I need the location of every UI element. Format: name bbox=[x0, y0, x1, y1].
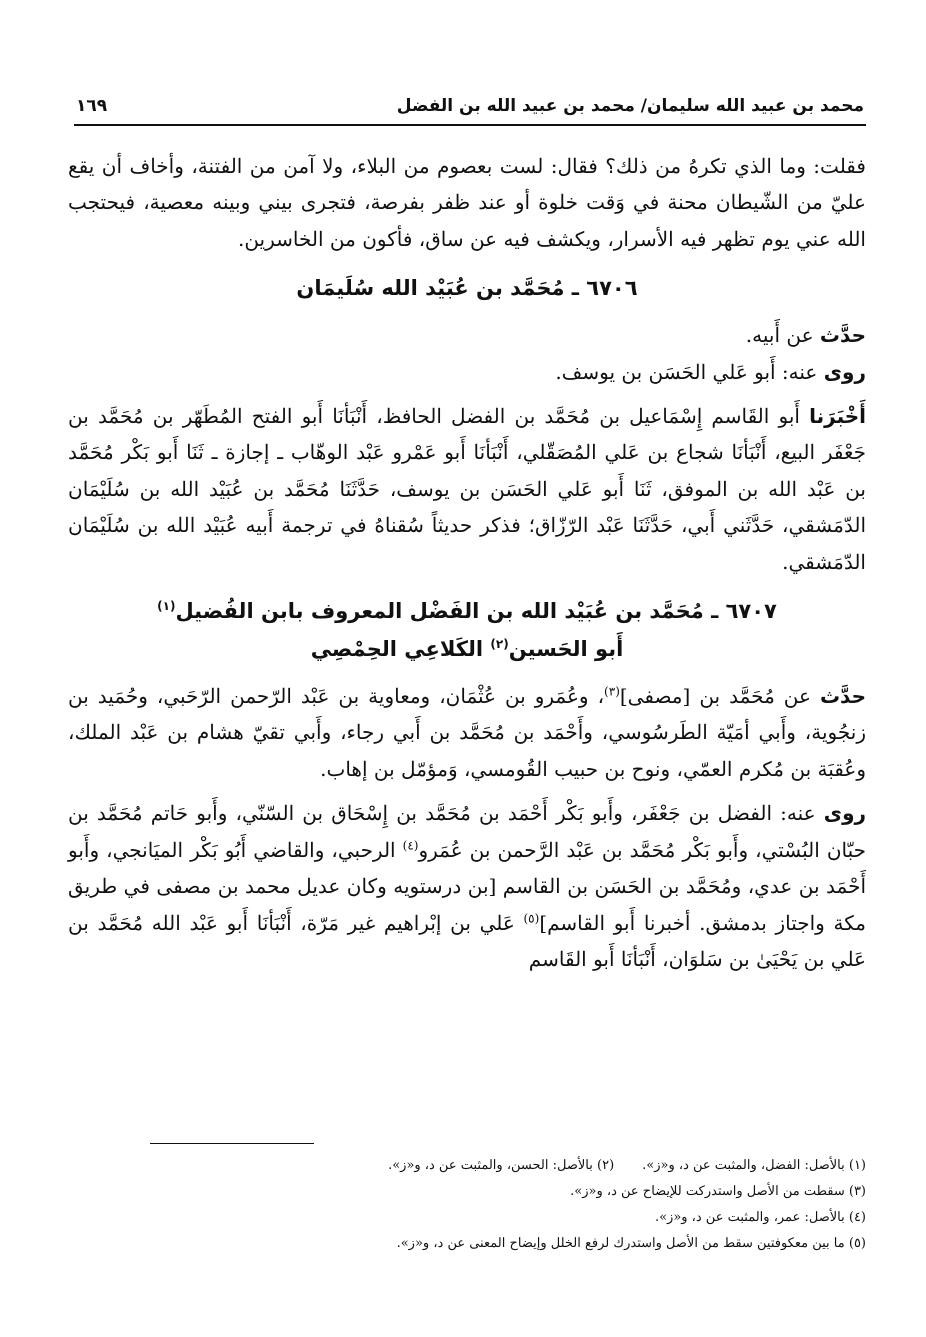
rawa-keyword: روى bbox=[823, 359, 866, 384]
rawa-keyword: روى bbox=[823, 801, 867, 826]
haddath-keyword: حدَّث bbox=[819, 323, 866, 348]
footnote-3: (٣) سقطت من الأصل واستدركت للإيضاح عن د، و«ز». bbox=[570, 1184, 866, 1199]
footnote-ref-1: (١) bbox=[157, 599, 176, 614]
entry-6706-haddath bbox=[68, 317, 866, 353]
main-text bbox=[68, 148, 866, 977]
footnote-2: (٢) بالأصل: الحسن، والمثبت عن د، و«ز». bbox=[388, 1158, 615, 1173]
entry-6707-title-line2: أَبو الحَسين$^{(٢)}$ الكَلاعِي الحِمْصِي bbox=[310, 637, 624, 662]
entry-6707-haddath: حدَّث عن مُحَمَّد بن [مصفى]$^{(٣)}$، وعُمَرو بن عُثْمَان، ومعاوية بن عَبْد الرّحمن الرّحَبي، وحُمَيد بن زنجُوية، وأَبي أمَيّة الطَرسُوسي، وأَحْمَد بن مُحَمَّد بن أَبي رجاء، وأَبي تقيّ هشام بن عَبْد الملك، وعُقبَة بن مُكرم العمّي، ونوح بن حبيب القُومسي، وَمؤمّل بن إهاب. bbox=[68, 684, 867, 781]
entry-6707-title-line1: ٦٧٠٧ ـ مُحَمَّد بن عُبَيْد الله بن الفَضْل المعروف بابن الفُضيل$^{(١)}$ bbox=[157, 599, 777, 624]
entry-6706-rawa bbox=[68, 354, 866, 390]
header-title: محمد بن عبيد الله سليمان/ محمد بن عبيد الله بن الفضل bbox=[396, 96, 864, 116]
footnote-5: (٥) ما بين معكوفتين سقط من الأصل واستدرك لرفع الخلل وإيضاح المعنى عن د، و«ز». bbox=[396, 1236, 866, 1251]
entry-6706-title: ٦٧٠٦ ـ مُحَمَّد بن عُبَيْد الله سُلَيمَان bbox=[296, 276, 638, 301]
footnote-ref-5: (٥) bbox=[523, 910, 540, 925]
entry-6707-rawa: روى عنه: الفضل بن جَعْفَر، وأَبو بَكْر أَحْمَد بن مُحَمَّد بن إِسْحَاق بن السّنّي، وأَبو حَاتم مُحَمَّد بن حبّان البُسْتي، وأَبو بَكْر مُحَمَّد بن عَبْد الرَّحمن بن عُمَرو$^{(٤)}$ الرحبي، والقاضي أَبُو بَكْر الميَانجي، وأَبو أَحْمَد بن عدي، ومُحَمَّد بن الحَسَن بن القاسم [بن درستويه وكان عديل محمد بن مصفى في طريق مكة واجتاز بدمشق. أخبرنا أَبو القاسم]$^{(٥)}$ عَلي بن إبْراهيم غير مَرّة، أَنْبَأنَا أَبو عَبْد الله مُحَمَّد بن عَلي بن يَحْيَىٰ بن سَلوَان، أَنْبَأنَا أَبو القَاسم bbox=[68, 801, 867, 971]
haddath-text: عن أَبيه. bbox=[745, 323, 814, 348]
intro-paragraph: فقلت: وما الذي تكرهُ من ذلك؟ فقال: لست بعصوم من البلاء، ولا آمن من الفتنة، وأخاف أن يقع عليّ من الشّيطان محنة في وَقت خلوة أو عند ظفر بفرصة، فتجرى بيني وبينه معصية، فيحتجب الله عني يوم تظهر فيه الأسرار، ويكشف فيه عن ساق، فأكون من الخاسرين. bbox=[68, 154, 866, 251]
footnote-ref-3: (٣) bbox=[604, 684, 620, 699]
footnote-1: (١) بالأصل: الفضل، والمثبت عن د، و«ز». bbox=[642, 1158, 866, 1173]
footnote-line-1-2 bbox=[150, 1153, 866, 1179]
page-number: ١٦٩ bbox=[76, 96, 108, 116]
akhbarana-keyword: أَخْبَرَنا bbox=[809, 404, 867, 429]
footnote-4: (٤) بالأصل: عمر، والمثبت عن د، و«ز». bbox=[654, 1210, 866, 1225]
entry-6707-title bbox=[68, 592, 866, 668]
running-header bbox=[76, 82, 864, 116]
footnote-ref-2: (٢) bbox=[490, 637, 509, 652]
footnote-ref-4: (٤) bbox=[402, 838, 419, 853]
haddath-keyword: حدَّث bbox=[819, 684, 867, 709]
footnote-rule bbox=[150, 1143, 314, 1144]
header-rule bbox=[74, 124, 866, 126]
isnad-text: أَبو القَاسم إِسْمَاعيل بن مُحَمَّد بن الفضل الحافظ، أَنْبَأنَا أَبو الفتح المُطَهّر بن مُحَمَّد بن جَعْفَر البيع، أَنْبَأنَا شجاع بن عَلي المُصَقّلي، أَنْبَأنَا أَبو عَمْرو عَبْد الوهّاب ـ إجازة ـ ثَنَا أَبو بَكْر مُحَمَّد بن عَبْد الله بن الموفق، ثَنَا أَبو عَلي الحَسَن بن يوسف، حَدَّثَنَا مُحَمَّد بن عُبَيْد الله بن سُلَيْمَان الدّمَشقي، حَدَّثَني أَبي، حَدَّثَنَا عَبْد الرّزّاق؛ فذكر حديثاً سُقناهُ في ترجمة أَبيه عُبَيْد الله بن سُلَيْمَان الدّمَشقي. bbox=[68, 404, 867, 574]
entry-6706-isnad bbox=[68, 398, 866, 580]
footnotes bbox=[150, 1153, 866, 1257]
rawa-text: عنه: أَبو عَلي الحَسَن بن يوسف. bbox=[555, 359, 818, 384]
